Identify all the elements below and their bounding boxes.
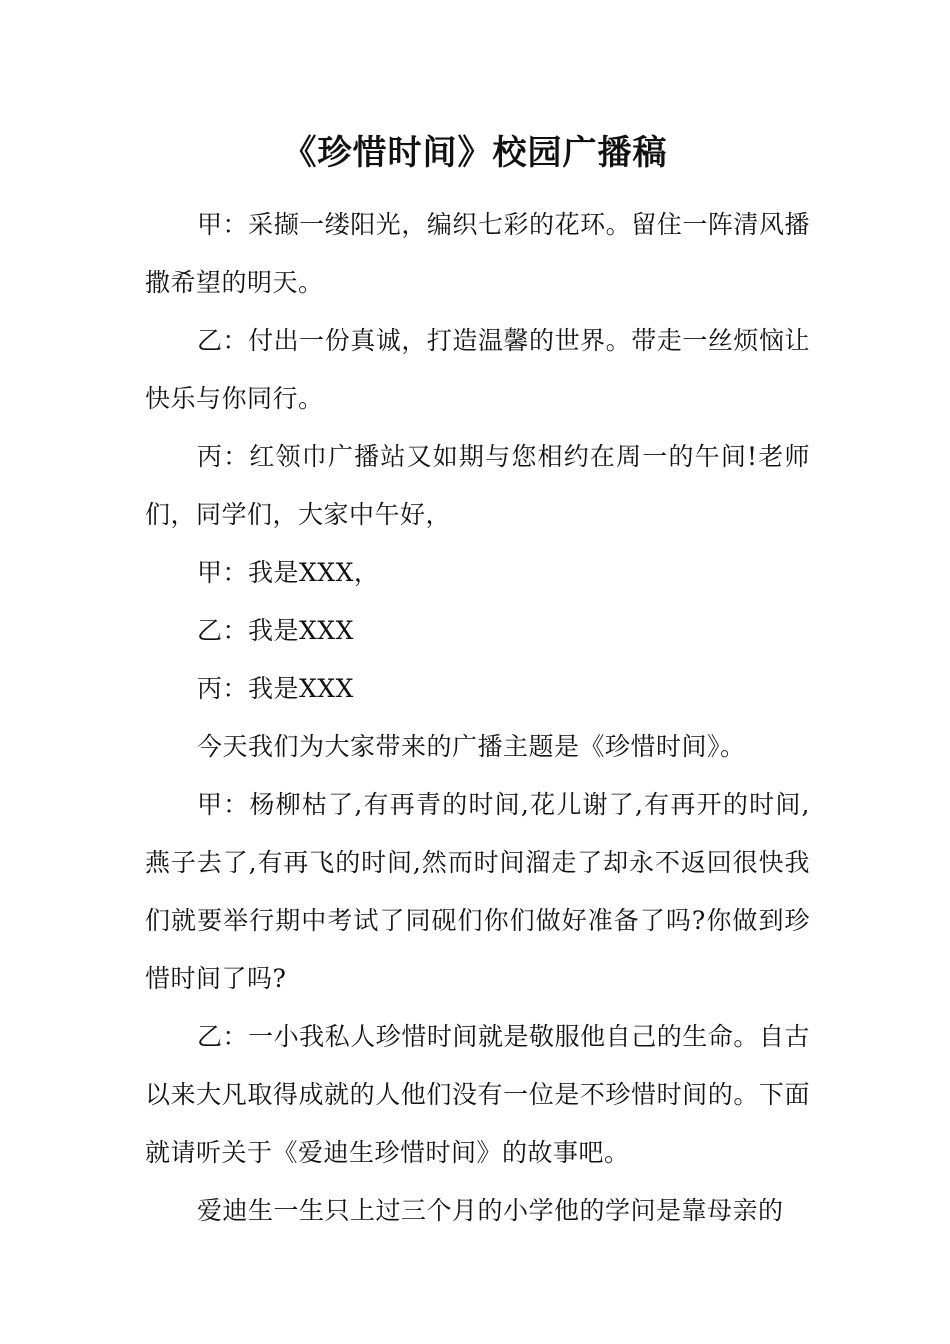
paragraph-5: 乙：我是XXX <box>197 616 354 645</box>
paragraph-4: 甲：我是XXX， <box>197 558 380 587</box>
document-body <box>145 196 810 1240</box>
paragraph-6: 丙：我是XXX <box>197 674 354 703</box>
paragraph-1: 甲：采撷一缕阳光，编织七彩的花环。留住一阵清风播撒希望的明天。 <box>145 210 810 297</box>
paragraph-7: 今天我们为大家带来的广播主题是《珍惜时间》。 <box>197 732 746 761</box>
paragraph-3: 丙：红领巾广播站又如期与您相约在周一的午间!老师们，同学们，大家中午好， <box>145 442 810 529</box>
document-title: 《珍惜时间》校园广播稿 <box>282 133 668 173</box>
paragraph-8: 甲：杨柳枯了,有再青的时间,花儿谢了,有再开的时间,燕子去了,有再飞的时间,然而时间溜走了却永不返回很快我们就要举行期中考试了同砚们你们做好准备了吗?你做到珍惜时间了吗? <box>145 790 810 993</box>
paragraph-10: 爱迪生一生只上过三个月的小学他的学问是靠母亲的 <box>197 1196 784 1225</box>
paragraph-2: 乙：付出一份真诚，打造温馨的世界。带走一丝烦恼让快乐与你同行。 <box>145 326 810 413</box>
paragraph-9: 乙：一小我私人珍惜时间就是敬服他自己的生命。自古以来大凡取得成就的人他们没有一位是不珍惜时间的。下面就请听关于《爱迪生珍惜时间》的故事吧。 <box>145 1022 810 1167</box>
